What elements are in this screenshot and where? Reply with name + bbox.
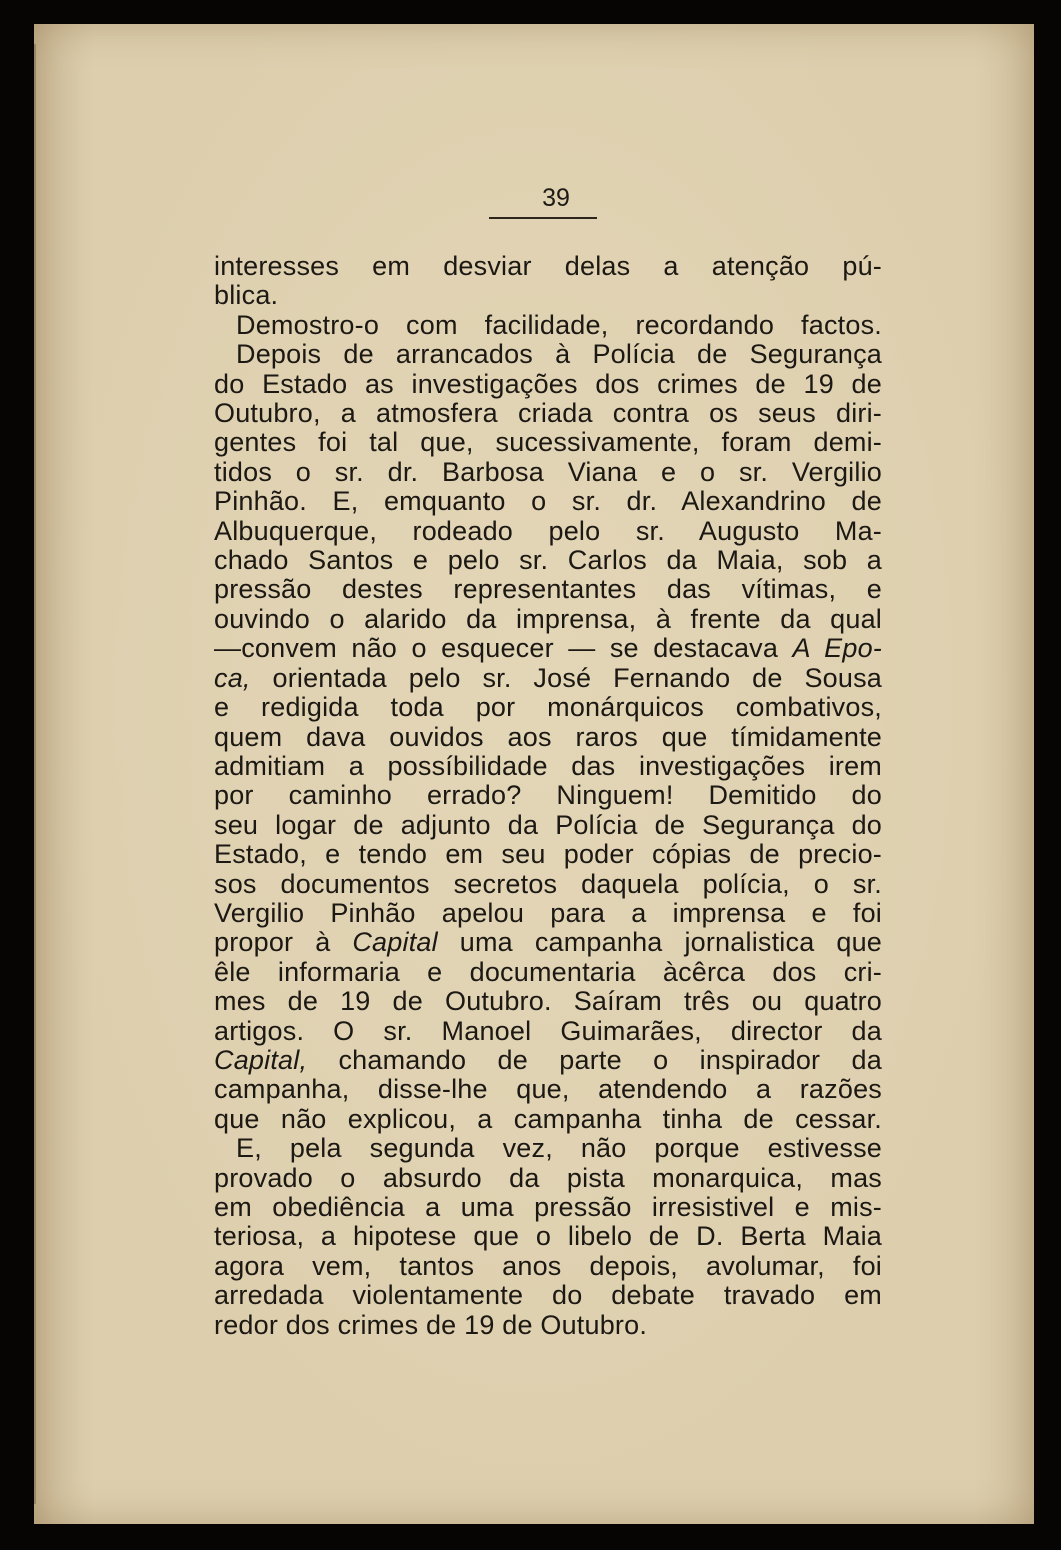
text-line <box>214 546 882 575</box>
text-segment: uma campanha jornalistica que <box>437 927 882 958</box>
text-line <box>214 575 882 604</box>
text-segment: chamando de parte o inspirador da <box>307 1044 882 1075</box>
text-segment: tidos o sr. dr. Barbosa Viana e o sr. Vergilio <box>214 456 882 487</box>
text-segment: orientada pelo sr. José Fernando de Sousa <box>250 662 882 693</box>
text-line <box>214 458 882 487</box>
page-number-rule <box>489 217 597 219</box>
text-line <box>214 1281 882 1310</box>
text-line <box>214 840 882 869</box>
text-line <box>214 752 882 781</box>
text-line <box>214 281 882 310</box>
text-segment: —convem não o esquecer — se destacava <box>214 633 793 664</box>
text-line <box>214 723 882 752</box>
text-line <box>214 252 882 281</box>
page-number: 39 <box>542 184 570 212</box>
text-segment: chado Santos e pelo sr. Carlos da Maia, sob a <box>214 545 882 576</box>
text-line <box>214 1164 882 1193</box>
text-line <box>214 605 882 634</box>
text-segment: agora vem, tantos anos depois, avolumar, foi <box>214 1250 882 1281</box>
text-segment: Albuquerque, rodeado pelo sr. Augusto Ma- <box>214 515 882 546</box>
text-line <box>214 781 882 810</box>
text-segment: campanha, disse-lhe que, atendendo a razões <box>214 1074 882 1105</box>
text-line <box>214 870 882 899</box>
italic-title: Capital <box>352 927 438 958</box>
text-segment: pressão destes representantes das vítimas, e <box>214 574 882 605</box>
text-segment: que não explicou, a campanha tinha de cessar. <box>214 1103 882 1134</box>
text-segment: por caminho errado? Ninguem! Demitido do <box>214 780 882 811</box>
text-segment: e redigida toda por monárquicos combativos, <box>214 692 882 723</box>
text-segment: interesses em desviar delas a atenção pú- <box>214 251 882 281</box>
text-segment: admitiam a possíbilidade das investigações irem <box>214 750 882 781</box>
text-line <box>214 1075 882 1104</box>
text-line <box>214 1046 882 1075</box>
text-segment: gentes foi tal que, sucessivamente, foram demi- <box>214 427 882 458</box>
text-line <box>214 1105 882 1134</box>
text-line <box>214 664 882 693</box>
text-line <box>214 1134 882 1163</box>
text-segment: provado o absurdo da pista monarquica, mas <box>214 1162 882 1193</box>
text-segment: êle informaria e documentaria àcêrca dos cri- <box>214 956 882 987</box>
page-gutter <box>34 44 36 1504</box>
text-segment: ouvindo o alarido da imprensa, à frente da qual <box>214 603 882 634</box>
italic-title: Capital, <box>214 1044 308 1075</box>
text-segment: em obediência a uma pressão irresistivel e mis- <box>214 1192 882 1222</box>
text-line <box>214 928 882 957</box>
text-segment: teriosa, a hipotese que o libelo de D. Berta Maia <box>214 1221 882 1252</box>
text-line <box>214 1252 882 1281</box>
text-line <box>214 517 882 546</box>
text-segment: seu logar de adjunto da Polícia de Segurança do <box>214 809 882 840</box>
text-segment: Outubro, a atmosfera criada contra os seus diri- <box>214 398 882 429</box>
text-line <box>214 340 882 369</box>
text-line <box>214 370 882 399</box>
text-segment: Depois de arrancados à Polícia de Segurança <box>236 339 882 370</box>
text-line <box>214 428 882 457</box>
text-line <box>214 899 882 928</box>
text-segment: quem dava ouvidos aos raros que tímidamente <box>214 721 882 752</box>
text-line <box>214 811 882 840</box>
text-line <box>214 1311 882 1340</box>
text-segment: blica. <box>214 280 279 311</box>
text-segment: E, pela segunda vez, não porque estivesse <box>236 1133 882 1164</box>
text-line <box>214 693 882 722</box>
text-line <box>214 487 882 516</box>
italic-title: A Epo- <box>792 633 882 664</box>
book-page <box>34 24 1034 1524</box>
body-text <box>214 252 882 1340</box>
text-line <box>214 634 882 663</box>
text-line <box>214 1193 882 1222</box>
text-segment: artigos. O sr. Manoel Guimarães, director da <box>214 1015 882 1046</box>
text-segment: Vergilio Pinhão apelou para a imprensa e foi <box>214 897 882 928</box>
text-segment: propor à <box>214 927 353 958</box>
text-line <box>214 1017 882 1046</box>
text-line <box>214 1222 882 1251</box>
text-segment: arredada violentamente do debate travado em <box>214 1280 882 1311</box>
text-segment: redor dos crimes de 19 de Outubro. <box>214 1309 648 1340</box>
text-line <box>214 987 882 1016</box>
text-segment: mes de 19 de Outubro. Saíram três ou quatro <box>214 986 882 1017</box>
text-segment: do Estado as investigações dos crimes de 19 de <box>214 368 882 399</box>
text-segment: Demostro-o com facilidade, recordando factos. <box>236 309 882 340</box>
text-line <box>214 311 882 340</box>
text-segment: sos documentos secretos daquela polícia, o sr. <box>214 868 882 899</box>
text-segment: Pinhão. E, emquanto o sr. dr. Alexandrino de <box>214 486 882 517</box>
italic-title: ca, <box>214 662 251 693</box>
text-line <box>214 958 882 987</box>
text-segment: Estado, e tendo em seu poder cópias de precio- <box>214 839 882 870</box>
text-line <box>214 399 882 428</box>
